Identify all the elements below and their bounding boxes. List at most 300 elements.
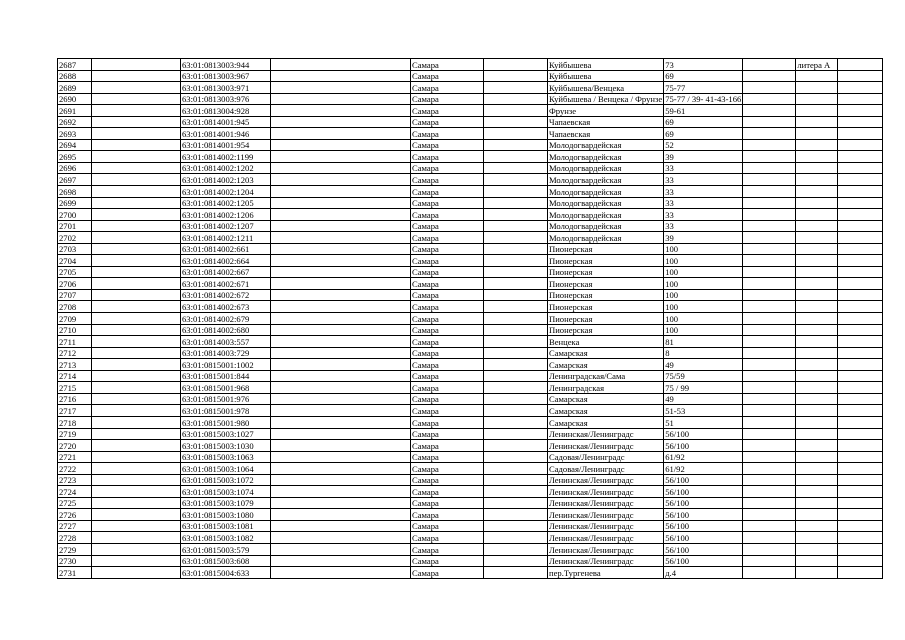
house-number-cell[interactable]: 61/92 [664,451,743,463]
empty-cell[interactable] [484,232,548,244]
empty-cell[interactable] [743,416,796,428]
note-cell[interactable] [796,174,838,186]
cadastral-number-cell[interactable]: 63:01:0815003:579 [181,543,271,555]
note-cell[interactable] [796,405,838,417]
empty-cell[interactable] [838,428,883,440]
house-number-cell[interactable]: 75/59 [664,370,743,382]
empty-cell[interactable] [743,139,796,151]
row-number-cell[interactable]: 2697 [58,174,92,186]
house-number-cell[interactable]: 59-61 [664,105,743,117]
house-number-cell[interactable]: 56/100 [664,428,743,440]
cadastral-number-cell[interactable]: 63:01:0815003:1063 [181,451,271,463]
empty-cell[interactable] [484,347,548,359]
row-number-cell[interactable]: 2709 [58,313,92,325]
house-number-cell[interactable]: 69 [664,70,743,82]
row-number-cell[interactable]: 2719 [58,428,92,440]
street-cell[interactable]: Чапаевская [548,116,664,128]
street-cell[interactable]: Ленинская/Ленинградс [548,428,664,440]
empty-cell[interactable] [484,70,548,82]
cadastral-number-cell[interactable]: 63:01:0815003:1064 [181,463,271,475]
house-number-cell[interactable]: 56/100 [664,486,743,498]
house-number-cell[interactable]: 33 [664,186,743,198]
city-cell[interactable]: Самара [411,520,484,532]
empty-cell[interactable] [271,209,411,221]
empty-cell[interactable] [271,197,411,209]
note-cell[interactable] [796,278,838,290]
empty-cell[interactable] [484,393,548,405]
row-number-cell[interactable]: 2730 [58,555,92,567]
note-cell[interactable] [796,266,838,278]
row-number-cell[interactable]: 2696 [58,162,92,174]
empty-cell[interactable] [743,313,796,325]
empty-cell[interactable] [271,59,411,71]
note-cell[interactable] [796,347,838,359]
empty-cell[interactable] [743,59,796,71]
note-cell[interactable] [796,509,838,521]
empty-cell[interactable] [484,555,548,567]
row-number-cell[interactable]: 2708 [58,301,92,313]
note-cell[interactable] [796,416,838,428]
street-cell[interactable]: Пионерская [548,324,664,336]
empty-cell[interactable] [484,59,548,71]
city-cell[interactable]: Самара [411,220,484,232]
empty-cell[interactable] [743,555,796,567]
house-number-cell[interactable]: 100 [664,324,743,336]
note-cell[interactable] [796,220,838,232]
cadastral-number-cell[interactable]: 63:01:0814002:667 [181,266,271,278]
empty-cell[interactable] [484,324,548,336]
row-number-cell[interactable]: 2717 [58,405,92,417]
empty-cell[interactable] [271,555,411,567]
street-cell[interactable]: Венцека [548,336,664,348]
row-number-cell[interactable]: 2692 [58,116,92,128]
city-cell[interactable]: Самара [411,174,484,186]
cadastral-number-cell[interactable]: 63:01:0813003:967 [181,70,271,82]
empty-cell[interactable] [271,543,411,555]
empty-cell[interactable] [743,324,796,336]
empty-cell[interactable] [92,451,181,463]
empty-cell[interactable] [271,128,411,140]
row-number-cell[interactable]: 2723 [58,474,92,486]
note-cell[interactable] [796,151,838,163]
street-cell[interactable]: Садовая/Ленинградс [548,451,664,463]
city-cell[interactable]: Самара [411,463,484,475]
empty-cell[interactable] [271,520,411,532]
empty-cell[interactable] [271,405,411,417]
empty-cell[interactable] [271,289,411,301]
empty-cell[interactable] [92,105,181,117]
cadastral-number-cell[interactable]: 63:01:0815003:1081 [181,520,271,532]
house-number-cell[interactable]: 100 [664,266,743,278]
empty-cell[interactable] [838,82,883,94]
city-cell[interactable]: Самара [411,555,484,567]
city-cell[interactable]: Самара [411,232,484,244]
cadastral-number-cell[interactable]: 63:01:0814002:680 [181,324,271,336]
empty-cell[interactable] [838,543,883,555]
empty-cell[interactable] [838,105,883,117]
empty-cell[interactable] [743,186,796,198]
empty-cell[interactable] [92,336,181,348]
note-cell[interactable] [796,128,838,140]
empty-cell[interactable] [92,186,181,198]
empty-cell[interactable] [92,440,181,452]
house-number-cell[interactable]: 56/100 [664,543,743,555]
empty-cell[interactable] [484,266,548,278]
house-number-cell[interactable]: 61/92 [664,463,743,475]
street-cell[interactable]: Молодогвардейская [548,232,664,244]
city-cell[interactable]: Самара [411,428,484,440]
row-number-cell[interactable]: 2712 [58,347,92,359]
cadastral-number-cell[interactable]: 63:01:0814002:1204 [181,186,271,198]
house-number-cell[interactable]: 51 [664,416,743,428]
house-number-cell[interactable]: 56/100 [664,509,743,521]
empty-cell[interactable] [271,174,411,186]
house-number-cell[interactable]: 100 [664,301,743,313]
row-number-cell[interactable]: 2705 [58,266,92,278]
note-cell[interactable] [796,474,838,486]
house-number-cell[interactable]: 100 [664,289,743,301]
empty-cell[interactable] [484,289,548,301]
empty-cell[interactable] [271,463,411,475]
street-cell[interactable]: Пионерская [548,289,664,301]
empty-cell[interactable] [484,451,548,463]
note-cell[interactable] [796,451,838,463]
empty-cell[interactable] [484,128,548,140]
row-number-cell[interactable]: 2727 [58,520,92,532]
empty-cell[interactable] [743,162,796,174]
street-cell[interactable]: Молодогвардейская [548,209,664,221]
street-cell[interactable]: Самарская [548,393,664,405]
city-cell[interactable]: Самара [411,486,484,498]
street-cell[interactable]: Молодогвардейская [548,174,664,186]
empty-cell[interactable] [92,162,181,174]
row-number-cell[interactable]: 2688 [58,70,92,82]
city-cell[interactable]: Самара [411,116,484,128]
cadastral-number-cell[interactable]: 63:01:0815003:1027 [181,428,271,440]
empty-cell[interactable] [743,116,796,128]
street-cell[interactable]: Ленинская/Ленинградс [548,497,664,509]
cadastral-number-cell[interactable]: 63:01:0815003:1074 [181,486,271,498]
empty-cell[interactable] [484,463,548,475]
cadastral-number-cell[interactable]: 63:01:0814002:1203 [181,174,271,186]
cadastral-number-cell[interactable]: 63:01:0814002:1207 [181,220,271,232]
street-cell[interactable]: Куйбышева [548,59,664,71]
empty-cell[interactable] [484,474,548,486]
street-cell[interactable]: Ленинская/Ленинградс [548,532,664,544]
empty-cell[interactable] [838,59,883,71]
row-number-cell[interactable]: 2698 [58,186,92,198]
house-number-cell[interactable]: 100 [664,278,743,290]
city-cell[interactable]: Самара [411,70,484,82]
empty-cell[interactable] [271,139,411,151]
empty-cell[interactable] [92,278,181,290]
house-number-cell[interactable]: 56/100 [664,440,743,452]
empty-cell[interactable] [838,220,883,232]
empty-cell[interactable] [743,266,796,278]
note-cell[interactable] [796,393,838,405]
empty-cell[interactable] [92,543,181,555]
cadastral-number-cell[interactable]: 63:01:0815003:1072 [181,474,271,486]
empty-cell[interactable] [484,313,548,325]
note-cell[interactable] [796,162,838,174]
empty-cell[interactable] [838,116,883,128]
empty-cell[interactable] [838,162,883,174]
cadastral-number-cell[interactable]: 63:01:0814002:1202 [181,162,271,174]
cadastral-number-cell[interactable]: 63:01:0815003:1079 [181,497,271,509]
empty-cell[interactable] [271,278,411,290]
empty-cell[interactable] [743,567,796,579]
empty-cell[interactable] [92,567,181,579]
empty-cell[interactable] [484,440,548,452]
empty-cell[interactable] [484,336,548,348]
row-number-cell[interactable]: 2700 [58,209,92,221]
empty-cell[interactable] [484,139,548,151]
empty-cell[interactable] [838,266,883,278]
empty-cell[interactable] [838,243,883,255]
empty-cell[interactable] [484,151,548,163]
city-cell[interactable]: Самара [411,416,484,428]
cadastral-number-cell[interactable]: 63:01:0814002:679 [181,313,271,325]
empty-cell[interactable] [484,93,548,105]
note-cell[interactable] [796,532,838,544]
empty-cell[interactable] [92,289,181,301]
empty-cell[interactable] [484,82,548,94]
empty-cell[interactable] [92,324,181,336]
cadastral-number-cell[interactable]: 63:01:0815003:1030 [181,440,271,452]
empty-cell[interactable] [484,405,548,417]
empty-cell[interactable] [743,486,796,498]
empty-cell[interactable] [92,555,181,567]
empty-cell[interactable] [271,474,411,486]
empty-cell[interactable] [838,451,883,463]
empty-cell[interactable] [271,232,411,244]
empty-cell[interactable] [271,324,411,336]
cadastral-number-cell[interactable]: 63:01:0814001:954 [181,139,271,151]
cadastral-number-cell[interactable]: 63:01:0814002:673 [181,301,271,313]
empty-cell[interactable] [271,93,411,105]
empty-cell[interactable] [743,532,796,544]
row-number-cell[interactable]: 2703 [58,243,92,255]
note-cell[interactable]: литера А [796,59,838,71]
empty-cell[interactable] [92,520,181,532]
note-cell[interactable] [796,359,838,371]
house-number-cell[interactable]: 33 [664,162,743,174]
street-cell[interactable]: Куйбышева / Венцека / Фрунзе [549,94,663,105]
empty-cell[interactable] [92,220,181,232]
city-cell[interactable]: Самара [411,474,484,486]
cadastral-number-cell[interactable]: 63:01:0815001:844 [181,370,271,382]
note-cell[interactable] [796,555,838,567]
empty-cell[interactable] [743,93,796,105]
empty-cell[interactable] [743,336,796,348]
empty-cell[interactable] [838,336,883,348]
empty-cell[interactable] [484,416,548,428]
cadastral-number-cell[interactable]: 63:01:0815003:1080 [181,509,271,521]
street-cell[interactable]: Молодогвардейская [548,197,664,209]
note-cell[interactable] [796,197,838,209]
empty-cell[interactable] [484,532,548,544]
empty-cell[interactable] [838,289,883,301]
empty-cell[interactable] [484,486,548,498]
row-number-cell[interactable]: 2710 [58,324,92,336]
note-cell[interactable] [796,382,838,394]
street-cell[interactable]: Ленинградская [548,382,664,394]
empty-cell[interactable] [271,162,411,174]
note-cell[interactable] [796,289,838,301]
empty-cell[interactable] [92,243,181,255]
empty-cell[interactable] [838,347,883,359]
house-number-cell[interactable]: 81 [664,336,743,348]
empty-cell[interactable] [92,416,181,428]
city-cell[interactable]: Самара [411,151,484,163]
city-cell[interactable]: Самара [411,93,484,105]
street-cell[interactable]: Садовая/Ленинградс [548,463,664,475]
note-cell[interactable] [796,520,838,532]
note-cell[interactable] [796,428,838,440]
empty-cell[interactable] [484,359,548,371]
city-cell[interactable]: Самара [411,336,484,348]
empty-cell[interactable] [92,209,181,221]
street-cell[interactable]: пер.Тургенева [548,567,664,579]
note-cell[interactable] [796,232,838,244]
cadastral-number-cell[interactable]: 63:01:0814003:729 [181,347,271,359]
city-cell[interactable]: Самара [411,532,484,544]
city-cell[interactable]: Самара [411,243,484,255]
empty-cell[interactable] [743,359,796,371]
empty-cell[interactable] [92,139,181,151]
empty-cell[interactable] [271,255,411,267]
row-number-cell[interactable]: 2691 [58,105,92,117]
empty-cell[interactable] [838,393,883,405]
house-number-cell[interactable]: 73 [664,59,743,71]
empty-cell[interactable] [838,532,883,544]
empty-cell[interactable] [271,382,411,394]
city-cell[interactable]: Самара [411,370,484,382]
street-cell[interactable]: Куйбышева [548,70,664,82]
street-cell[interactable]: Самарская [548,416,664,428]
city-cell[interactable]: Самара [411,289,484,301]
cadastral-number-cell[interactable]: 63:01:0814002:1211 [181,232,271,244]
empty-cell[interactable] [271,336,411,348]
row-number-cell[interactable]: 2689 [58,82,92,94]
street-cell[interactable]: Пионерская [548,278,664,290]
cadastral-number-cell[interactable]: 63:01:0815001:980 [181,416,271,428]
empty-cell[interactable] [92,428,181,440]
empty-cell[interactable] [484,255,548,267]
empty-cell[interactable] [271,266,411,278]
empty-cell[interactable] [743,278,796,290]
row-number-cell[interactable]: 2726 [58,509,92,521]
empty-cell[interactable] [271,428,411,440]
house-number-cell[interactable]: 56/100 [664,497,743,509]
city-cell[interactable]: Самара [411,105,484,117]
empty-cell[interactable] [271,347,411,359]
empty-cell[interactable] [92,255,181,267]
city-cell[interactable]: Самара [411,82,484,94]
city-cell[interactable]: Самара [411,393,484,405]
empty-cell[interactable] [92,359,181,371]
empty-cell[interactable] [484,209,548,221]
empty-cell[interactable] [838,232,883,244]
row-number-cell[interactable]: 2687 [58,59,92,71]
row-number-cell[interactable]: 2715 [58,382,92,394]
empty-cell[interactable] [743,243,796,255]
empty-cell[interactable] [838,174,883,186]
empty-cell[interactable] [92,70,181,82]
city-cell[interactable]: Самара [411,255,484,267]
cadastral-number-cell[interactable]: 63:01:0815001:976 [181,393,271,405]
empty-cell[interactable] [271,313,411,325]
empty-cell[interactable] [838,463,883,475]
house-number-cell[interactable]: 69 [664,116,743,128]
city-cell[interactable]: Самара [411,543,484,555]
row-number-cell[interactable]: 2731 [58,567,92,579]
empty-cell[interactable] [92,382,181,394]
street-cell[interactable]: Самарская [548,347,664,359]
empty-cell[interactable] [838,520,883,532]
note-cell[interactable] [796,93,838,105]
street-cell[interactable]: Ленинградская/Сама [548,370,664,382]
cadastral-number-cell[interactable]: 63:01:0814001:945 [181,116,271,128]
empty-cell[interactable] [92,266,181,278]
empty-cell[interactable] [838,197,883,209]
empty-cell[interactable] [484,567,548,579]
empty-cell[interactable] [92,486,181,498]
empty-cell[interactable] [271,301,411,313]
empty-cell[interactable] [484,174,548,186]
row-number-cell[interactable]: 2706 [58,278,92,290]
empty-cell[interactable] [271,416,411,428]
empty-cell[interactable] [92,128,181,140]
cadastral-number-cell[interactable]: 63:01:0814002:671 [181,278,271,290]
empty-cell[interactable] [484,278,548,290]
row-number-cell[interactable]: 2699 [58,197,92,209]
note-cell[interactable] [796,567,838,579]
empty-cell[interactable] [271,105,411,117]
empty-cell[interactable] [743,174,796,186]
empty-cell[interactable] [838,370,883,382]
row-number-cell[interactable]: 2693 [58,128,92,140]
empty-cell[interactable] [838,509,883,521]
city-cell[interactable]: Самара [411,139,484,151]
row-number-cell[interactable]: 2702 [58,232,92,244]
empty-cell[interactable] [271,532,411,544]
city-cell[interactable]: Самара [411,197,484,209]
empty-cell[interactable] [271,370,411,382]
empty-cell[interactable] [743,393,796,405]
empty-cell[interactable] [484,105,548,117]
city-cell[interactable]: Самара [411,382,484,394]
empty-cell[interactable] [484,428,548,440]
city-cell[interactable]: Самара [411,359,484,371]
cadastral-number-cell[interactable]: 63:01:0814002:664 [181,255,271,267]
empty-cell[interactable] [484,509,548,521]
row-number-cell[interactable]: 2716 [58,393,92,405]
empty-cell[interactable] [743,428,796,440]
note-cell[interactable] [796,70,838,82]
empty-cell[interactable] [92,405,181,417]
house-number-cell[interactable]: 75-77 [664,82,743,94]
row-number-cell[interactable]: 2711 [58,336,92,348]
empty-cell[interactable] [743,463,796,475]
cadastral-number-cell[interactable]: 63:01:0813003:971 [181,82,271,94]
empty-cell[interactable] [271,393,411,405]
empty-cell[interactable] [743,197,796,209]
note-cell[interactable] [796,440,838,452]
house-number-cell[interactable]: 56/100 [664,474,743,486]
empty-cell[interactable] [484,186,548,198]
row-number-cell[interactable]: 2694 [58,139,92,151]
